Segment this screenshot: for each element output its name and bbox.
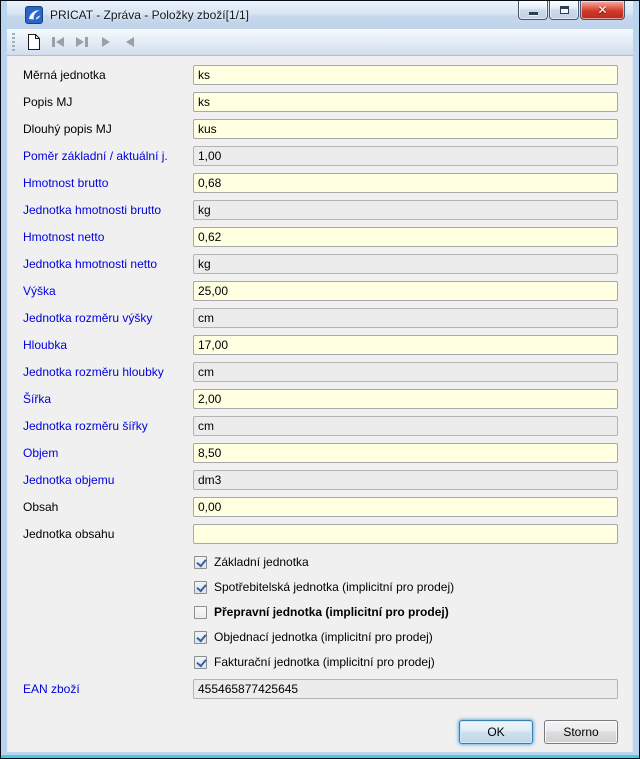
text-field[interactable]: 0,68 [193,173,618,193]
text-field[interactable]: 2,00 [193,389,618,409]
last-record-icon [75,36,89,48]
new-document-button[interactable] [23,31,45,53]
text-field[interactable]: kus [193,119,618,139]
window-controls [517,1,625,20]
readonly-field: cm [193,308,618,328]
form-row [8,173,632,193]
last-record-button[interactable] [71,31,93,53]
field-label: EAN zboží [23,682,80,696]
ok-button[interactable]: OK [459,720,533,744]
readonly-field: 455465877425645 [193,679,618,699]
checkbox-prepravni-jednotka[interactable] [194,606,207,619]
field-label: Jednotka rozměru hloubky [23,365,164,379]
form-row [8,92,632,112]
checkbox-label: Spotřebitelská jednotka (implicitní pro prodej) [214,580,455,594]
new-document-icon [27,34,41,50]
text-field[interactable]: ks [193,92,618,112]
cancel-button[interactable]: Storno [544,720,618,744]
readonly-field: cm [193,416,618,436]
field-label: Šířka [23,392,52,406]
field-label: Dlouhý popis MJ [23,122,112,136]
next-record-button[interactable] [95,31,117,53]
app-icon [25,6,43,24]
form-row [8,389,632,409]
form-row [8,65,632,85]
toolbar [7,29,633,56]
form-area [7,56,633,752]
field-label: Objem [23,446,59,460]
close-button[interactable] [580,1,625,20]
form-row [8,335,632,355]
form-row [8,281,632,301]
field-label: Obsah [23,500,59,514]
checkbox-label: Základní jednotka [214,555,309,569]
minimize-icon [529,12,538,15]
field-label: Hmotnost brutto [23,176,109,190]
unit-flags-section [8,554,632,670]
form-row [8,443,632,463]
checkbox-fakturacni-jednotka[interactable] [194,656,207,669]
readonly-field: kg [193,200,618,220]
checkbox-objednaci-jednotka[interactable] [194,631,207,644]
field-label: Jednotka objemu [23,473,115,487]
field-label: Jednotka obsahu [23,527,115,541]
readonly-field: kg [193,254,618,274]
field-label: Popis MJ [23,95,73,109]
form-row [8,254,632,274]
form-row [8,679,632,699]
text-field[interactable]: 8,50 [193,443,618,463]
next-record-icon [100,36,112,48]
toolbar-grip[interactable] [12,33,15,51]
form-row [8,227,632,247]
field-label: Jednotka rozměru výšky [23,311,153,325]
minimize-button[interactable] [518,1,548,20]
checkbox-label: Objednací jednotka (implicitní pro prodej) [214,630,433,644]
previous-record-icon [124,36,136,48]
text-field[interactable]: 25,00 [193,281,618,301]
text-field[interactable]: 0,62 [193,227,618,247]
dialog-buttons [8,720,632,744]
checkbox-row [194,579,632,595]
field-label: Jednotka hmotnosti netto [23,257,158,271]
field-label: Hloubka [23,338,68,352]
checkbox-row [194,654,632,670]
field-label: Jednotka hmotnosti brutto [23,203,162,217]
form-row [8,362,632,382]
maximize-button[interactable] [549,1,579,20]
window-title: PRICAT - Zpráva - Položky zboží[1/1] [50,8,249,22]
form-row [8,497,632,517]
form-row [8,416,632,436]
text-field[interactable]: 0,00 [193,497,618,517]
checkbox-row [194,629,632,645]
form-row [8,308,632,328]
readonly-field: 1,00 [193,146,618,166]
first-record-icon [51,36,65,48]
text-field[interactable]: 17,00 [193,335,618,355]
text-field[interactable]: ks [193,65,618,85]
readonly-field: cm [193,362,618,382]
first-record-button[interactable] [47,31,69,53]
checkbox-row [194,554,632,570]
field-label: Měrná jednotka [23,68,106,82]
checkbox-label: Přepravní jednotka (implicitní pro prodej) [214,605,449,619]
close-icon: ✕ [597,3,608,17]
checkbox-spotrebitelska-jednotka[interactable] [194,581,207,594]
field-label: Jednotka rozměru šířky [23,419,148,433]
previous-record-button[interactable] [119,31,141,53]
form-row [8,146,632,166]
form-row [8,200,632,220]
checkbox-row [194,604,632,620]
field-label: Poměr základní / aktuální j. [23,149,168,163]
title-bar[interactable] [7,1,633,29]
text-field[interactable] [193,524,618,544]
field-label: Výška [23,284,56,298]
maximize-icon [560,6,569,14]
readonly-field: dm3 [193,470,618,490]
form-row [8,470,632,490]
field-label: Hmotnost netto [23,230,105,244]
form-row [8,119,632,139]
checkbox-zakladni-jednotka[interactable] [194,556,207,569]
checkbox-label: Fakturační jednotka (implicitní pro prodej) [214,655,435,669]
form-row [8,524,632,544]
